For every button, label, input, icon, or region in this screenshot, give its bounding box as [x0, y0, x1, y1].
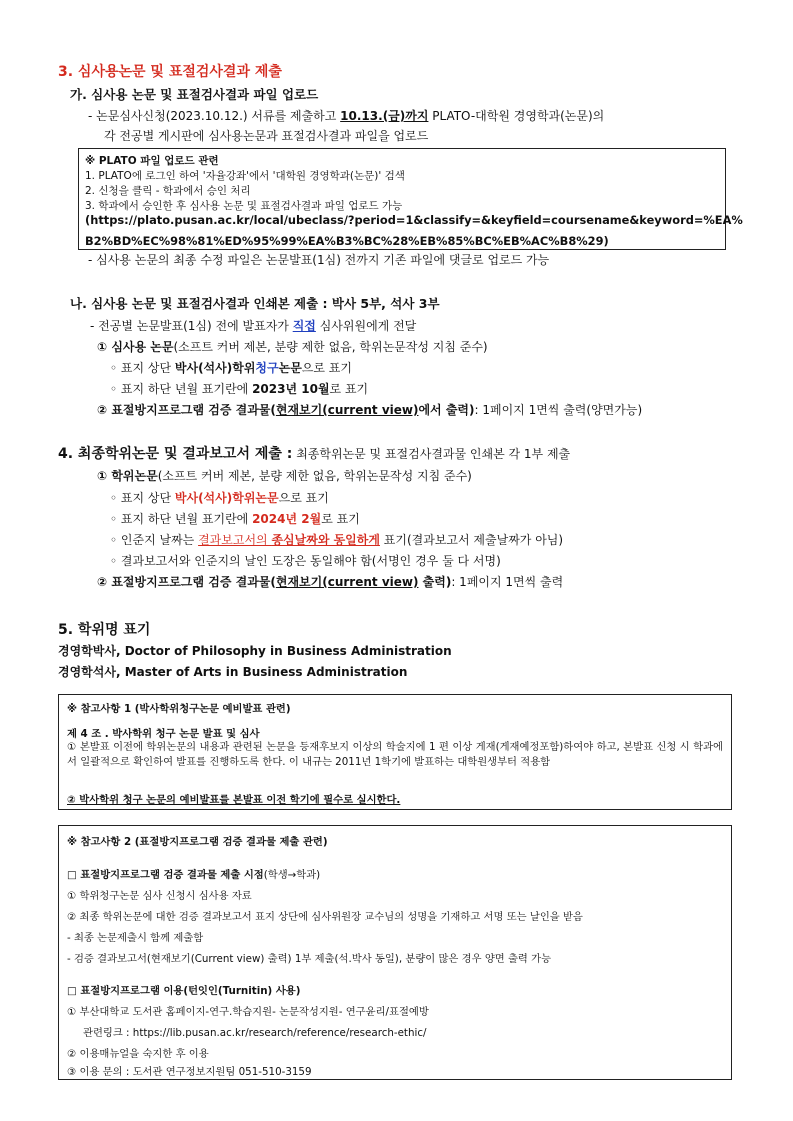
section-3b-sub1: ◦ 표지 상단 박사(석사)학위청구논문으로 표기: [110, 361, 352, 375]
reference-1-paragraph: ① 본발표 이전에 학위논문의 내용과 관련된 논문을 등재후보지 이상의 학술지에 1 편 이상 게재(게재예정포함)하여야 하고, 본발표 신청 시 학과에서 일괄적으로 확인하여 발표를 진행하도록 한다. 이 내규는 2011년 1학기에 발표하는 대학원생부터 적용함: [67, 741, 723, 768]
section-3b-item2: ② 표절방지프로그램 검증 결과물(현재보기(current view)에서 출력): 1페이지 1면씩 출력(양면가능): [97, 403, 643, 417]
plato-step-1: 1. PLATO에 로그인 하여 '자율강좌'에서 '대학원 경영학과(논문)' 검색: [85, 170, 405, 182]
section-4-sub3: ◦ 인준지 날짜는 결과보고서의 종심날짜와 동일하게 표기(결과보고서 제출날짜가 아님): [110, 533, 564, 547]
plato-box-title: ※ PLATO 파일 업로드 관련: [85, 155, 219, 167]
section-4-item2: ② 표절방지프로그램 검증 결과물(현재보기(current view) 출력): 1페이지 1면씩 출력: [97, 575, 564, 589]
reference-1-article: 제 4 조 . 박사학위 청구 논문 발표 및 심사: [67, 728, 260, 740]
reference-2-line-4: - 검증 결과보고서(현재보기(Current view) 출력) 1부 제출(석.박사 동일), 분량이 많은 경우 양면 출력 가능: [67, 953, 552, 965]
section-3b-line1: - 전공별 논문발표(1심) 전에 발표자가 직접 심사위원에게 전달: [90, 319, 417, 333]
reference-2-line-3: - 최종 논문제출시 함께 제출함: [67, 932, 204, 944]
reference-1-rule2: ② 박사학위 청구 논문의 예비발표를 본발표 이전 학기에 필수로 실시한다.: [67, 794, 401, 806]
reference-2-box: [58, 825, 732, 1080]
reference-2-manual: ② 이용매뉴얼을 숙지한 후 이용: [67, 1048, 209, 1060]
section-3a-title: 가. 심사용 논문 및 표절검사결과 파일 업로드: [70, 87, 319, 102]
section-4-sub4: ◦ 결과보고서와 인준지의 날인 도장은 동일해야 함(서명인 경우 둘 다 서명): [110, 554, 501, 568]
plato-url-line1[interactable]: (https://plato.pusan.ac.kr/local/ubeclass/?period=1&classify=&keyfield=coursename&keyword=%EA%: [85, 213, 743, 227]
reference-2-heading-2: □ 표절방지프로그램 이용(턴잇인(Turnitin) 사용): [67, 985, 301, 997]
section-3a-line2: 각 전공별 게시판에 심사용논문과 표절검사결과 파일을 업로드: [104, 129, 429, 143]
section-3b-sub2: ◦ 표지 하단 년월 표기란에 2023년 10월로 표기: [110, 382, 369, 396]
reference-2-heading-1: □ 표절방지프로그램 검증 결과물 제출 시점(학생→학과): [67, 869, 321, 881]
reference-1-title: ※ 참고사항 1 (박사학위청구논문 예비발표 관련): [67, 703, 291, 715]
section-4-sub2: ◦ 표지 하단 년월 표기란에 2024년 2월로 표기: [110, 512, 360, 526]
section-3b-item1: ① 심사용 논문(소프트 커버 제본, 분량 제한 없음, 학위논문작성 지침 준수): [97, 340, 488, 354]
reference-2-contact: ③ 이용 문의 : 도서관 연구정보지원팀 051-510-3159: [67, 1066, 312, 1078]
reference-2-title: ※ 참고사항 2 (표절방지프로그램 검증 결과물 제출 관련): [67, 836, 328, 848]
deadline-date: 10.13.(금)까지: [340, 109, 429, 123]
plato-step-2: 2. 신청을 클릭 - 학과에서 승인 처리: [85, 185, 251, 197]
reference-2-line-1: ① 학위청구논문 심사 신청시 심사용 자료: [67, 890, 252, 902]
reference-2-related-link[interactable]: 관련링크 : https://lib.pusan.ac.kr/research/reference/research-ethic/: [83, 1027, 427, 1039]
section-3-title: 3. 심사용논문 및 표절검사결과 제출: [58, 64, 282, 80]
plato-url-line2[interactable]: B2%BD%EC%98%81%ED%95%99%EA%B3%BC%28%EB%85%BC%EB%AC%B8%29): [85, 234, 609, 248]
degree-phd: 경영학박사, Doctor of Philosophy in Business Administration: [58, 644, 452, 658]
plato-step-3: 3. 학과에서 승인한 후 심사용 논문 및 표절검사결과 파일 업로드 가능: [85, 200, 403, 212]
section-3b-title: 나. 심사용 논문 및 표절검사결과 인쇄본 제출 : 박사 5부, 석사 3부: [70, 296, 440, 311]
section-4-sub1: ◦ 표지 상단 박사(석사)학위논문으로 표기: [110, 491, 329, 505]
degree-master: 경영학석사, Master of Arts in Business Administration: [58, 665, 408, 679]
section-5-title: 5. 학위명 표기: [58, 622, 151, 638]
reference-1-box: [58, 694, 732, 810]
reference-2-turnitin-path: ① 부산대학교 도서관 홈페이지-연구.학습지원- 논문작성지원- 연구윤리/표절예방: [67, 1006, 429, 1018]
section-3a-line3: - 심사용 논문의 최종 수정 파일은 논문발표(1심) 전까지 기존 파일에 댓글로 업로드 가능: [88, 253, 550, 267]
section-4-item1: ① 학위논문(소프트 커버 제본, 분량 제한 없음, 학위논문작성 지침 준수): [97, 469, 472, 483]
plato-upload-box: [78, 148, 743, 250]
section-3a-line1: - 논문심사신청(2023.10.12.) 서류를 제출하고 10.13.(금)까지 PLATO-대학원 경영학과(논문)의: [88, 109, 605, 123]
reference-2-line-2: ② 최종 학위논문에 대한 검증 결과보고서 표지 상단에 심사위원장 교수님의 성명을 기재하고 서명 또는 날인을 받음: [67, 911, 583, 923]
section-4-title: 4. 최종학위논문 및 결과보고서 제출 : 최종학위논문 및 표절검사결과물 인쇄본 각 1부 제출: [58, 446, 571, 462]
